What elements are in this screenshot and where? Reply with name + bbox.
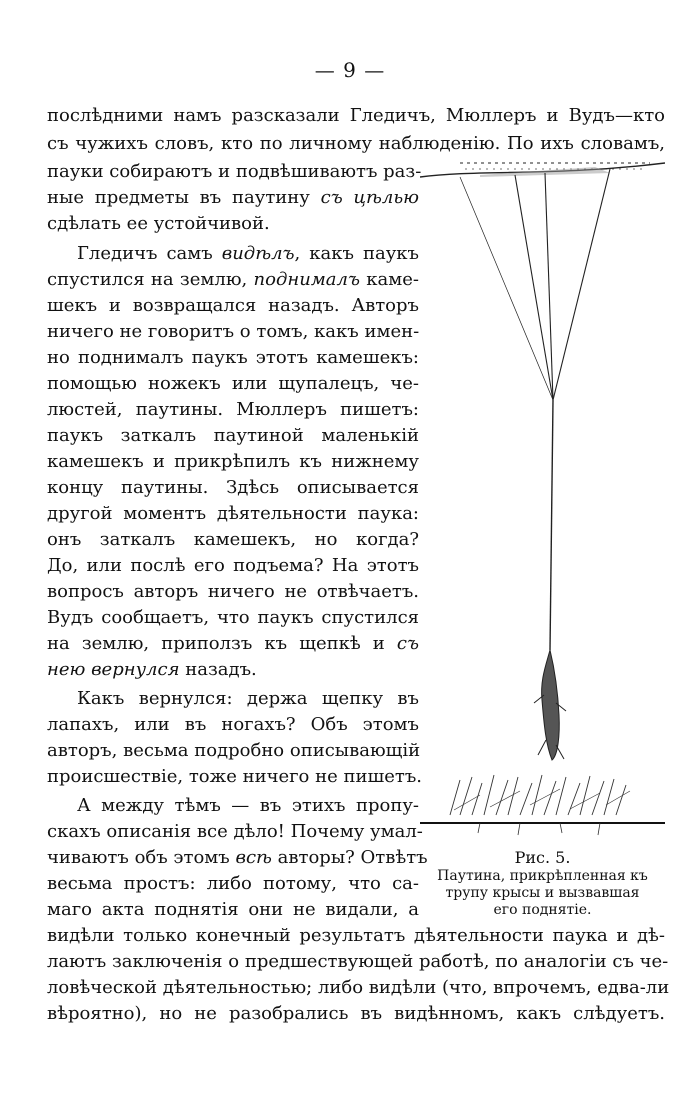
text-line: лапахъ, или въ ногахъ? Объ этомъ [47,714,419,735]
text-line: камешекъ и прикрѣпилъ къ нижнему [47,451,419,472]
text-line: ные предметы въ паутину съ цѣлью [47,187,419,208]
spider-web-illustration [420,155,665,845]
figure-caption-line: трупу крысы и вызвавшая [445,885,640,901]
text-line: вопросъ авторъ ничего не отвѣчаетъ. [47,581,419,602]
text-line: нею вернулся назадъ. [47,659,257,680]
ground-hatching [450,775,630,815]
text-line: происшествіе, тоже ничего не пишетъ. [47,766,422,787]
text-line: спустился на землю, поднималъ каме- [47,269,419,290]
rat-carcass-icon [534,650,566,760]
figure-caption-line: Паутина, прикрѣпленная къ [437,868,648,884]
text-line: видѣли только конечный результатъ дѣятельности паука и дѣ- [47,925,665,946]
text-line: послѣдними намъ разсказали Гледичъ, Мюллеръ и Вудъ—кто [47,105,665,126]
text-line: но поднималъ паукъ этотъ камешекъ: [47,347,419,368]
figure-caption [420,848,665,919]
text-line: на землю, приползъ къ щепкѣ и съ [47,633,419,654]
text-line: До, или послѣ его подъема? На этотъ [47,555,419,576]
figure-caption-line: его поднятіе. [493,902,592,918]
text-line: паукъ заткалъ паутиной маленькій [47,425,419,446]
text-line: А между тѣмъ — въ этихъ пропу- [77,795,419,816]
text-line: другой моментъ дѣятельности паука: [47,503,419,524]
text-line: вѣроятно), но не разобрались въ видѣнномъ, какъ слѣдуетъ. [47,1003,665,1024]
text-line: помощью ножекъ или щупалецъ, че- [47,373,419,394]
text-line: концу паутины. Здѣсь описывается [47,477,419,498]
text-line: чиваютъ объ этомъ всѣ авторы? Отвѣтъ [47,847,428,868]
text-line: весьма простъ: либо потому, что са- [47,873,419,894]
text-line: авторъ, весьма подробно описывающій [47,740,421,761]
text-line: сдѣлать ее устойчивой. [47,213,270,234]
text-line: лаютъ заключенія о предшествующей работѣ, по аналогіи съ че- [47,951,669,972]
text-line: ловѣческой дѣятельностью; либо видѣли (что, впрочемъ, едва-ли [47,977,670,998]
text-line: шекъ и возвращался назадъ. Авторъ [47,295,419,316]
text-line: ничего не говоритъ о томъ, какъ имен- [47,321,420,342]
text-line: маго акта поднятія они не видали, а [47,899,419,920]
text-line: Какъ вернулся: держа щепку въ [77,688,419,709]
page-number: — 9 — [314,58,386,82]
text-line: Вудъ сообщаетъ, что паукъ спустился [47,607,419,628]
text-line: люстей, паутины. Мюллеръ пишетъ: [47,399,419,420]
text-line: Гледичъ самъ видѣлъ, какъ паукъ [77,243,419,264]
text-line: съ чужихъ словъ, кто по личному наблюденію. По ихъ словамъ, [47,133,665,154]
text-line: онъ заткалъ камешекъ, но когда? [47,529,419,550]
web-drawing [420,155,665,845]
text-line: скахъ описанія все дѣло! Почему умал- [47,821,423,842]
figure-caption-title: Рис. 5. [514,848,571,867]
text-line: пауки собираютъ и подвѣшиваютъ раз- [47,161,422,182]
